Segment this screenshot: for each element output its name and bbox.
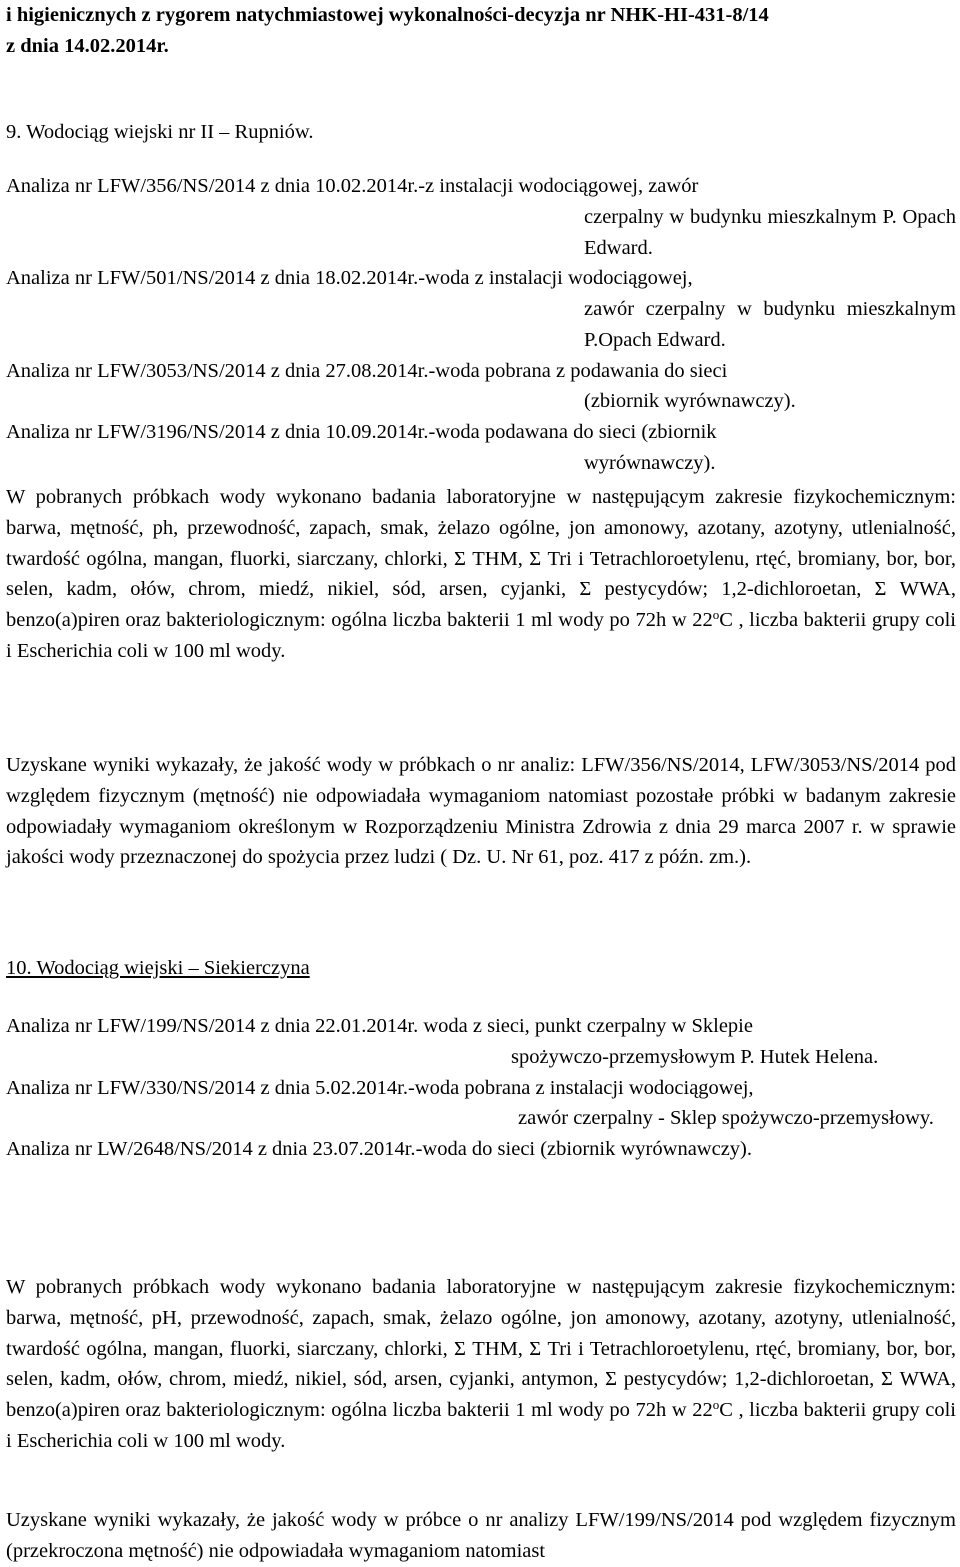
section-9-results-paragraph — [6, 750, 956, 873]
analysis-desc: woda z sieci, punkt czerpalny w Sklepie — [418, 1015, 753, 1037]
analysis-label: Analiza nr LFW/330/NS/2014 z dnia 5.02.2014r. — [6, 1076, 408, 1099]
paragraph: Uzyskane wyniki wykazały, że jakość wody w próbkach o nr analiz: LFW/356/NS/2014, LFW/3053/NS/2014 pod względem fizycznym (mętność) nie odpowiadała wymaganiom natomiast pozostałe próbki w badanym zakresie odpowiadały wymaganiom określonym w Rozporządzeniu Ministra Zdrowia z dnia 29 marca 2007 r. w sprawie jakości wody przeznaczonej do spożycia przez ludzi ( Dz. U. Nr 61, poz. 417 z późn. zm.). — [6, 754, 956, 869]
analysis-item — [6, 1134, 956, 1165]
analysis-label: Analiza nr LFW/3053/NS/2014 z dnia 27.08.2014r. — [6, 359, 429, 382]
analysis-label: Analiza nr LFW/356/NS/2014 z dnia 10.02.2014r. — [6, 175, 419, 197]
analysis-desc: -woda pobrana z podawania do sieci — [428, 359, 728, 382]
section-title-text: 9. Wodociąg wiejski nr II – Rupniów. — [6, 121, 314, 143]
header-line-1: i higienicznych z rygorem natychmiastowej wykonalności-decyzja nr NHK-HI-431-8/14 — [6, 4, 769, 26]
degree-superscript: o — [712, 1397, 720, 1412]
analysis-item — [6, 1011, 956, 1073]
analysis-desc: -woda do sieci (zbiornik wyrównawczy). — [415, 1138, 752, 1160]
paragraph-text-end: C , liczba bakterii grupy coli i Escherichia coli w 100 ml wody. — [6, 1399, 956, 1452]
section-10-scope-paragraph — [6, 1272, 956, 1457]
section-9-scope-paragraph — [6, 482, 956, 667]
analysis-desc-continued: (zbiornik wyrównawczy). — [584, 390, 796, 413]
analysis-item — [6, 263, 956, 355]
analysis-desc-continued: wyrównawczy). — [584, 451, 716, 474]
analysis-item — [6, 1073, 956, 1135]
paragraph — [6, 1272, 956, 1457]
analysis-item — [6, 171, 956, 263]
paragraph-text-end: C , liczba bakterii grupy coli i Escherichia coli w 100 ml wody. — [6, 609, 956, 662]
analysis-item — [6, 417, 956, 479]
analysis-desc: -woda pobrana z instalacji wodociągowej, — [407, 1076, 754, 1099]
analysis-label: Analiza nr LFW/199/NS/2014 z dnia 22.01.2014r. — [6, 1015, 419, 1037]
analysis-label: Analiza nr LW/2648/NS/2014 z dnia 23.07.2014r. — [6, 1138, 416, 1160]
analysis-desc-continued: zawór czerpalny - Sklep spożywczo-przemysłowy. — [518, 1107, 934, 1130]
section-10-results-paragraph — [6, 1505, 956, 1567]
section-10-analyses — [6, 1011, 956, 1165]
analysis-desc: -woda z instalacji wodociągowej, — [418, 267, 693, 290]
section-10-title — [6, 953, 956, 984]
analysis-label: Analiza nr LFW/501/NS/2014 z dnia 18.02.2014r. — [6, 267, 419, 290]
analysis-label: Analiza nr LFW/3196/NS/2014 z dnia 10.09.2014r. — [6, 421, 429, 443]
analysis-desc-continued: zawór czerpalny w budynku mieszkalnym P.Opach Edward. — [584, 298, 956, 351]
degree-superscript: o — [712, 607, 720, 622]
section-9-analyses — [6, 171, 956, 479]
analysis-desc: -woda podawana do sieci (zbiornik — [428, 421, 717, 443]
analysis-item — [6, 356, 956, 418]
paragraph-text: W pobranych próbkach wody wykonano badania laboratoryjne w następującym zakresie fizykochemicznym: barwa, mętność, ph, przewodność, zapach, smak, żelazo ogólne, jon amonowy, azotany, azotyny, utlenialność, twardość ogólna, mangan, fluorki, siarczany, chlorki, Σ THM, Σ Tri i Tetrachloroetylenu, rtęć, bromiany, bor, bor, selen, kadm, ołów, chrom, miedź, nikiel, sód, arsen, cyjanki, Σ pestycydów; 1,2-dichloroetan, Σ WWA, benzo(a)piren oraz bakteriologicznym: ogólna liczba bakterii 1 ml wody po 72h w 22 — [6, 486, 956, 631]
analysis-desc-continued: spożywczo-przemysłowym P. Hutek Helena. — [511, 1045, 879, 1068]
paragraph-text: W pobranych próbkach wody wykonano badania laboratoryjne w następującym zakresie fizykochemicznym: barwa, mętność, pH, przewodność, zapach, smak, żelazo ogólne, jon amonowy, azotany, azotyny, utlenialność, twardość ogólna, mangan, fluorki, siarczany, chlorki, Σ THM, Σ Tri i Tetrachloroetylenu, rtęć, bromiany, bor, bor, selen, kadm, ołów, chrom, miedź, nikiel, sód, arsen, cyjanki, antymon, Σ pestycydów; 1,2-dichloroetan, Σ WWA, benzo(a)piren oraz bakteriologicznym: ogólna liczba bakterii 1 ml wody po 72h w 22 — [6, 1276, 956, 1421]
paragraph: Uzyskane wyniki wykazały, że jakość wody w próbce o nr analizy LFW/199/NS/2014 pod względem fizycznym (przekroczona mętność) nie odpowiadała wymaganiom natomiast — [6, 1509, 956, 1562]
paragraph — [6, 482, 956, 667]
header-line-2: z dnia 14.02.2014r. — [6, 34, 169, 57]
document-header — [6, 0, 956, 62]
analysis-desc: -z instalacji wodociągowej, zawór — [418, 175, 699, 197]
section-9-title — [6, 117, 956, 148]
analysis-desc-continued: czerpalny w budynku mieszkalnym P. Opach Edward. — [584, 205, 956, 259]
section-title-text: 10. Wodociąg wiejski – Siekierczyna — [6, 957, 310, 979]
